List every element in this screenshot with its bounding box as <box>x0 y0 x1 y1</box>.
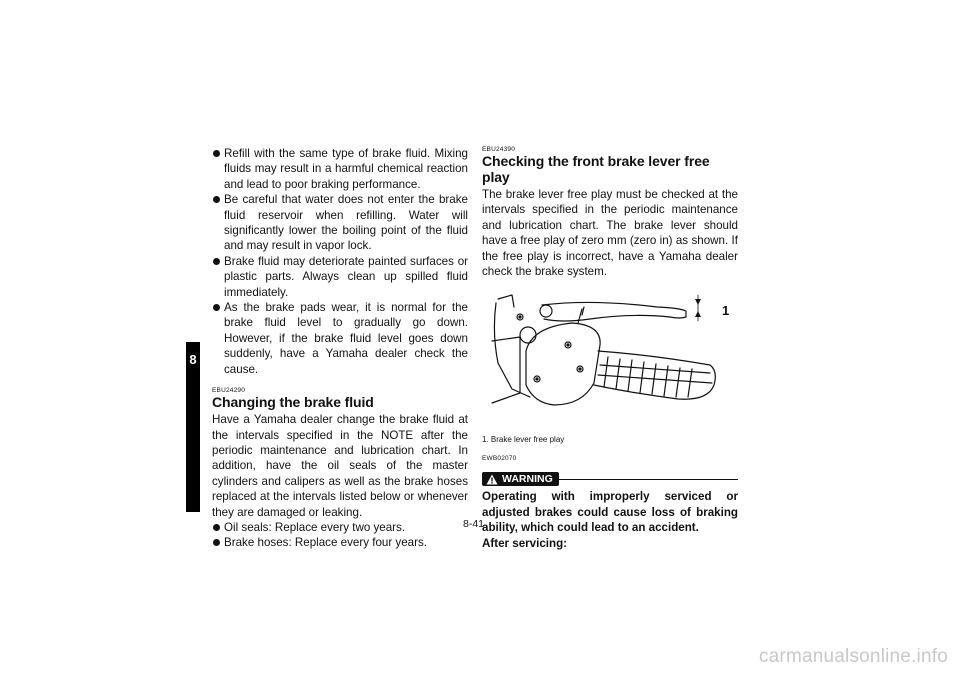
list-item: As the brake pads wear, it is normal for the brake fluid level to gradually go down. However, if the brake fluid level goes down suddenly, have a Yamaha dealer check the cause. <box>212 300 468 377</box>
replacement-intervals <box>212 520 468 551</box>
warning-label: WARNING <box>502 472 553 485</box>
brake-fluid-notes <box>212 146 468 377</box>
warning-bar <box>482 472 738 486</box>
section-heading: Checking the front brake lever free play <box>482 153 710 185</box>
right-column <box>482 146 738 551</box>
page-number: 8-41 <box>463 518 485 530</box>
section-code: EBU24390 <box>482 146 516 153</box>
after-servicing-label: After servicing: <box>482 536 568 550</box>
list-item: Refill with the same type of brake fluid. Mixing fluids may result in a harmful chemical reaction and lead to poor braking performance. <box>212 146 468 192</box>
warning-triangle-icon <box>486 474 498 485</box>
warning-badge <box>482 472 559 486</box>
brake-lever-drawing <box>482 293 738 427</box>
brake-lever-illustration <box>482 293 738 427</box>
watermark: carmanualsonline.info <box>758 646 948 667</box>
list-item: Brake hoses: Replace every four years. <box>212 535 468 550</box>
left-column <box>212 146 468 551</box>
figure-callout: 1 <box>722 303 730 319</box>
list-item: Oil seals: Replace every two years. <box>212 520 468 535</box>
figure-caption: 1. Brake lever free play <box>482 435 565 445</box>
warning-text: Operating with improperly serviced or adjusted brakes could cause loss of braking ability, which could lead to an accident. <box>482 490 738 535</box>
warning-divider <box>559 479 738 480</box>
warning-code: EWB02070 <box>482 455 517 463</box>
section-text: The brake lever free play must be checked at the intervals specified in the periodic maintenance and lubrication chart. The brake lever should have a free play of zero mm (zero in) as shown. If the free play is incorrect, have a Yamaha dealer check the brake system. <box>482 188 738 279</box>
list-item: Be careful that water does not enter the brake fluid reservoir when refilling. Water will significantly lower the boiling point of the fluid and may result in vapor lock. <box>212 192 468 254</box>
chapter-tab <box>186 342 200 512</box>
section-code: EBU24290 <box>212 387 246 395</box>
section-heading: Changing the brake fluid <box>212 394 374 411</box>
chapter-number: 8 <box>189 352 197 367</box>
list-item: Brake fluid may deteriorate painted surfaces or plastic parts. Always clean up spilled fluid immediately. <box>212 254 468 300</box>
section-text: Have a Yamaha dealer change the brake fluid at the intervals specified in the NOTE after the periodic maintenance and lubrication chart. In addition, have the oil seals of the master cylinders and calipers as well as the brake hoses replaced at the intervals listed below or whenever they are damaged or leaking. <box>212 413 468 519</box>
